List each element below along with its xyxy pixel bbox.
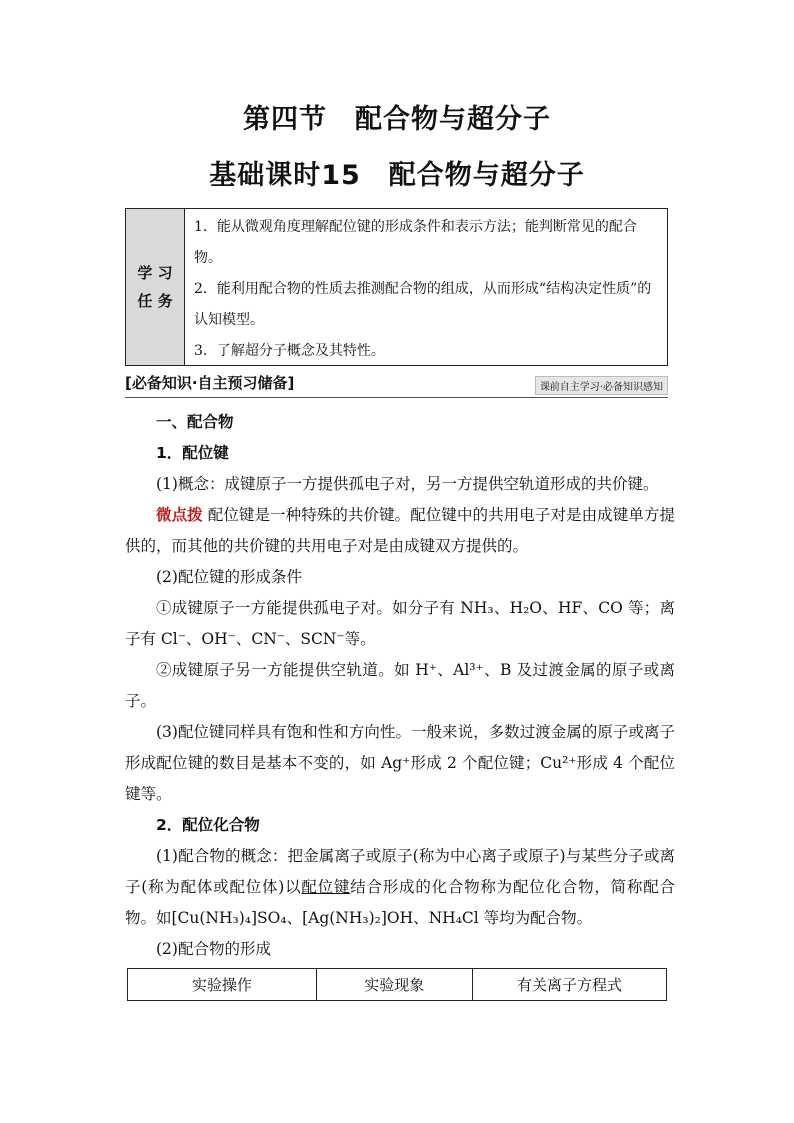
concept-paragraph: (1)概念：成键原子一方提供孤电子对，另一方提供空轨道形成的共价键。: [156, 475, 659, 493]
heading-coordination-compound: 2．配位化合物: [156, 816, 260, 834]
task-item: 1．能从微观角度理解配位键的形成条件和表示方法；能判断常见的配合物。: [194, 219, 637, 266]
condition-1: ①成键原子一方能提供孤电子对。如分子有 NH₃、H₂O、HF、CO 等；离子有 Cl⁻、OH⁻、CN⁻、SCN⁻等。: [125, 599, 675, 648]
table-header-cell: 有关离子方程式: [472, 969, 666, 1001]
learning-tasks-list: [185, 209, 667, 365]
definition-underlined: 配位键: [301, 878, 351, 896]
section-title: 第四节 配合物与超分子: [243, 104, 551, 135]
tip-label: 微点拨: [156, 506, 203, 524]
tip-paragraph: [125, 500, 675, 562]
learning-tasks-box: [125, 208, 668, 366]
section-header: [125, 371, 668, 398]
definition-part-a: (1)配合物的概念：把金属离子或原子(称为中心离子或原子)与某些分子或离子(称为配体或配位体)以: [125, 847, 675, 896]
table-header-row: [128, 969, 667, 1001]
table-header-cell: 实验操作: [128, 969, 317, 1001]
main-content: [125, 407, 675, 965]
task-item: 3．了解超分子概念及其特性。: [194, 343, 385, 359]
heading-coordinate-bond: 1．配位键: [156, 444, 229, 462]
heading-complexes: 一、配合物: [156, 413, 234, 431]
learning-tasks-label: [126, 209, 185, 365]
experiment-table: [127, 968, 667, 1001]
lesson-title: 基础课时15 配合物与超分子: [209, 160, 585, 191]
condition-title: (2)配位键的形成条件: [156, 568, 302, 586]
task-item: 2．能利用配合物的性质去推测配合物的组成，从而形成“结构决定性质”的认知模型。: [194, 281, 652, 328]
definition-paragraph: [125, 841, 675, 934]
definition-part-b: 结合形成的化合物称为配位化合物，简称配合物。如[Cu(NH₃)₄]SO₄、[Ag(NH₃)₂]OH、NH₄Cl 等均为配合物。: [125, 878, 675, 927]
formation-title: (2)配合物的形成: [156, 940, 271, 958]
section-header-tag: 课前自主学习·必备知识感知: [535, 376, 668, 395]
task-label-line2: 任 务: [137, 292, 173, 310]
task-label-line1: 学 习: [137, 264, 173, 282]
condition-2: ②成键原子另一方能提供空轨道。如 H⁺、Al³⁺、B 及过渡金属的原子或离子。: [125, 661, 675, 710]
section-header-title: [必备知识·自主预习储备]: [125, 374, 295, 392]
table-header-cell: 实验现象: [316, 969, 472, 1001]
tip-text: 配位键是一种特殊的共价键。配位键中的共用电子对是由成键单方提供的，而其他的共价键的共用电子对是由成键双方提供的。: [125, 506, 675, 555]
saturation-paragraph: (3)配位键同样具有饱和性和方向性。一般来说，多数过渡金属的原子或离子形成配位键的数目是基本不变的，如 Ag⁺形成 2 个配位键；Cu²⁺形成 4 个配位键等。: [125, 723, 675, 803]
